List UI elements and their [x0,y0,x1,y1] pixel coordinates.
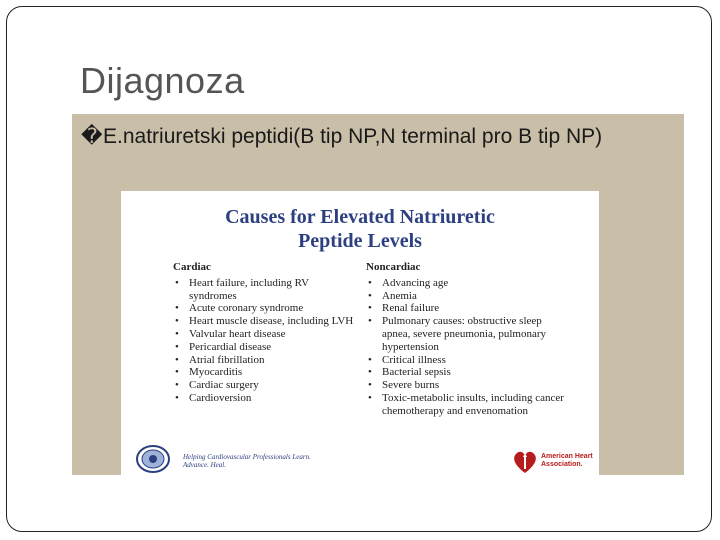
figure-title [121,205,599,253]
noncardiac-column [366,261,566,418]
cardiology-society-tagline: Helping Cardiovascular Professionals Learn. Advance. Heal. [183,453,311,469]
list-item: • Advancing age [366,277,566,290]
list-item: • Heart muscle disease, including LVH [173,315,358,328]
list-item: • Acute coronary syndrome [173,302,358,315]
list-item: • Renal failure [366,302,566,315]
cardiac-heading: Cardiac [173,261,211,273]
list-item: • Critical illness [366,354,566,367]
cardiac-list [173,277,358,405]
cardiac-column [173,261,358,405]
list-item: • Cardiac surgery [173,379,358,392]
bullet-text: E.natriuretski peptidi(B tip NP,N terminal pro B tip NP) [103,125,603,148]
list-item: • Anemia [366,290,566,303]
noncardiac-heading: Noncardiac [366,261,421,273]
list-item: • Toxic-metabolic insults, including cancer chemotherapy and envenomation [366,392,566,418]
list-item: • Myocarditis [173,366,358,379]
aha-wordmark: American Heart Association. [541,453,593,468]
list-item: • Valvular heart disease [173,328,358,341]
list-item: • Atrial fibrillation [173,354,358,367]
list-item: • Pulmonary causes: obstructive sleep apnea, severe pneumonia, pulmonary hypertension [366,315,566,353]
list-item: • Heart failure, including RV syndromes [173,277,358,303]
figure-title-line-2: Peptide Levels [298,230,422,252]
noncardiac-list [366,277,566,418]
embedded-figure [121,191,599,475]
list-item: • Severe burns [366,379,566,392]
list-item: • Bacterial sepsis [366,366,566,379]
cardiology-society-logo [135,445,171,473]
list-item: • Pericardial disease [173,341,358,354]
bullet-item [81,122,681,152]
bullet-marker: � [81,125,103,148]
list-item: • Cardioversion [173,392,358,405]
figure-title-line-1: Causes for Elevated Natriuretic [225,206,495,228]
heart-torch-logo [511,449,539,475]
slide-title: Dijagnoza [80,60,245,101]
